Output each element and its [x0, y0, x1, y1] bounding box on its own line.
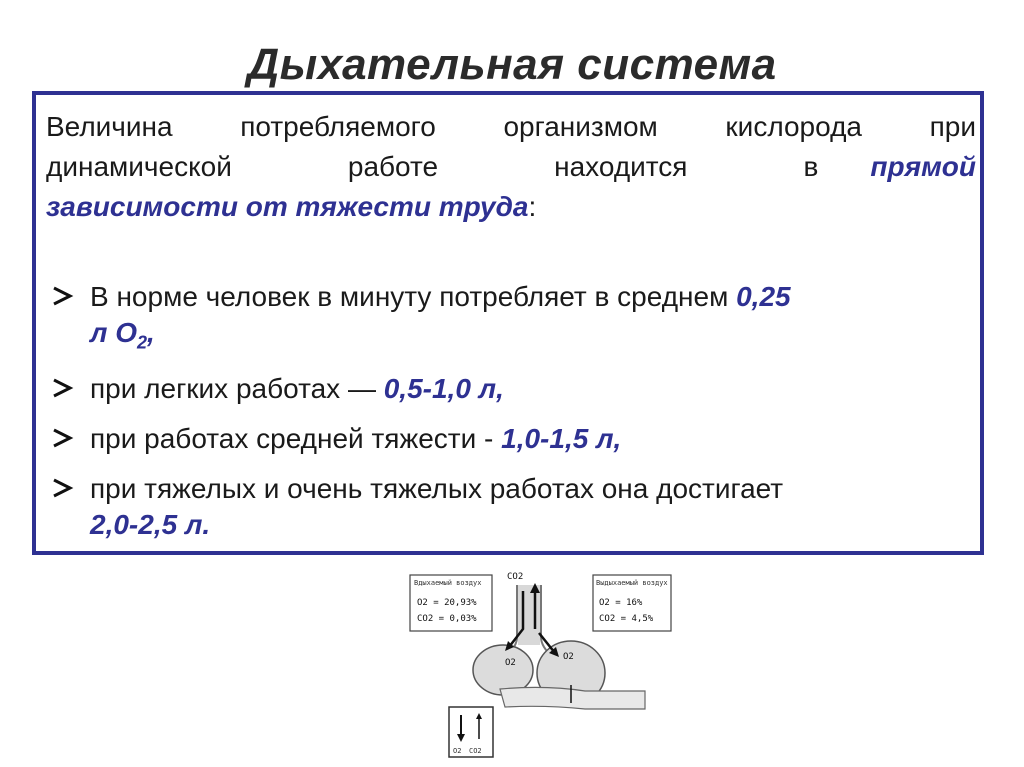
co2-top-label: CO2 [507, 572, 524, 582]
intro-line-3 [46, 187, 976, 227]
arrow-bullet-icon [50, 473, 76, 503]
intro-line-2-words [46, 147, 818, 187]
word-4: в [803, 151, 819, 182]
airway-fill [518, 585, 540, 645]
exhaled-air-title: Выдыхаемый воздух [596, 579, 668, 587]
intro-line-1: Величина потребляемого организмом кислорода при [46, 111, 976, 142]
bullet-1-sub: 2 [136, 332, 147, 353]
inhaled-air-title: Вдыхаемый воздух [414, 579, 482, 587]
bullet-1-unit: л О [90, 317, 137, 348]
capillary [500, 687, 645, 709]
legend-o2: O2 [453, 747, 462, 755]
intro-highlight-2: зависимости от тяжести труда [46, 191, 529, 222]
content-box [32, 91, 984, 555]
bullet-1-tail: , [147, 317, 155, 348]
bullet-text-4 [90, 471, 970, 543]
word-2: работе [347, 151, 439, 182]
gas-exchange-diagram [405, 567, 675, 761]
arrow-bullet-icon [50, 423, 76, 453]
inhaled-o2: О2 = 20,93% [417, 598, 477, 608]
intro-line-2 [46, 147, 976, 187]
bullet-text-1 [90, 279, 970, 361]
exhaled-o2: О2 = 16% [599, 598, 643, 608]
inhaled-co2: CO2 = 0,03% [417, 614, 477, 624]
bullet-1-value: 0,25 [736, 281, 791, 312]
alveolus-right-label: O2 [563, 652, 574, 662]
alveolus-left-label: O2 [505, 658, 516, 668]
bullet-text-2 [90, 371, 970, 407]
arrow-bullet-icon [50, 373, 76, 403]
exhaled-co2: CO2 = 4,5% [599, 614, 654, 624]
bullet-3-text: при работах средней тяжести - [90, 423, 502, 454]
intro-colon: : [528, 191, 537, 222]
bullet-2-text: при легких работах — [90, 373, 384, 404]
bullet-3-value: 1,0-1,5 л, [501, 423, 622, 454]
intro-highlight-1: прямой [870, 151, 976, 182]
arrow-bullet-icon [50, 281, 76, 311]
word-1: динамической [46, 151, 232, 182]
bullet-2-value: 0,5-1,0 л, [383, 373, 504, 404]
bullet-1-text: В норме человек в минуту потребляет в среднем [90, 281, 737, 312]
bullet-4-value: 2,0-2,5 л. [90, 509, 211, 540]
bullet-text-3 [90, 421, 970, 457]
bullet-4-text: при тяжелых и очень тяжелых работах она достигает [90, 473, 784, 504]
page-title: Дыхательная система [247, 40, 777, 89]
legend-co2: CO2 [469, 747, 482, 755]
word-3: находится [554, 151, 688, 182]
